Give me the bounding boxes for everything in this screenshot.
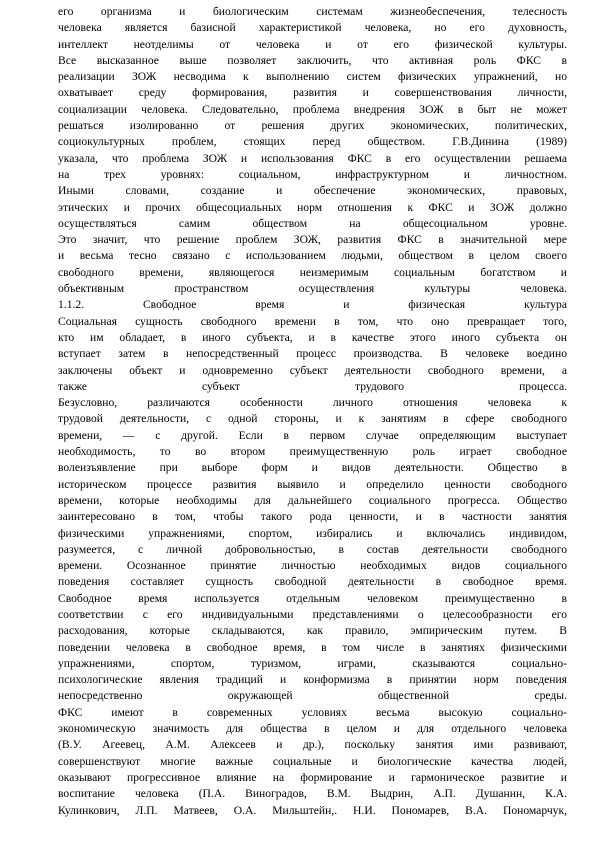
text-line: расходования, которые складываются, как правило, эмпирическим путем. В — [58, 624, 567, 638]
text-line: совершенствуют многие важные социальные и биологические качества людей, — [58, 754, 567, 768]
text-line: Безусловно, различаются особенности личного отношения человека к — [58, 396, 567, 410]
text-line: указала, что проблема ЗОЖ и использования ФКС в его осуществлении решаема — [58, 151, 567, 165]
text-line: поведения составляет сущность свободной деятельности в свободное время. — [58, 575, 567, 589]
text-line: заключены объект и одновременно субъект деятельности свободного времени, а — [58, 363, 567, 377]
text-line: экономическую значимость для общества в целом и для отдельного человека — [58, 722, 567, 736]
text-line: физическими упражнениями, спортом, избирались и включались индивидом, — [58, 526, 567, 540]
text-line: (В.У. Агеевец, А.М. Алексеев и др.), поскольку занятия ими развивают, — [58, 738, 567, 752]
text-line: психологические явления традиций и конформизма в принятии норм поведения — [58, 673, 567, 687]
text-line: времени, — с другой. Если в первом случае определяющим выступает — [58, 428, 567, 442]
text-line: охватывает среду формирования, развития и совершенствования личности, — [58, 86, 567, 100]
text-line: вступает затем в непосредственный процесс производства. В человеке воедино — [58, 347, 567, 361]
text-line: соответствии с его индивидуальными представлениями о целесообразности его — [58, 607, 567, 621]
text-line: решаться изолированно от решения других экономических, политических, — [58, 119, 567, 133]
text-line: необходимость, то во втором преимущественную роль играет свободное — [58, 445, 567, 459]
text-line: ФКС имеют в современных условиях весьма высокую социально- — [58, 705, 567, 719]
text-line: трудовой деятельности, с одной стороны, и к занятиям в сфере свободного — [58, 412, 567, 426]
text-line: заинтересовано в том, чтобы такого рода ценности, и в частности занятия — [58, 510, 567, 524]
text-line: свободного времени, являющегося неизмеримым социальным богатством и — [58, 265, 567, 279]
text-line: 1.1.2. Свободное время и физическая культура — [58, 298, 567, 312]
body-text — [58, 4, 567, 819]
text-line: осуществляться самим обществом на общесоциальном уровне. — [58, 216, 567, 230]
text-line: реализации ЗОЖ несводима к выполнению систем физических упражнений, но — [58, 70, 567, 84]
text-line: Социальная сущность свободного времени в том, что оно превращает того, — [58, 314, 567, 328]
text-line: Это значит, что решение проблем ЗОЖ, развития ФКС в значительной мере — [58, 233, 567, 247]
text-line: этических и прочих общесоциальных норм отношения к ФКС и ЗОЖ должно — [58, 200, 567, 214]
text-line: времени, которые необходимы для дальнейшего социального прогресса. Общество — [58, 493, 567, 507]
text-line: Свободное время используется отдельным человеком преимущественно в — [58, 591, 567, 605]
text-line: историческом процессе развития выявило и определило ценности свободного — [58, 477, 567, 491]
text-line: упражнениями, спортом, туризмом, играми, сказываются социально- — [58, 656, 567, 670]
text-line: Иными словами, создание и обеспечение экономических, правовых, — [58, 184, 567, 198]
text-line: на трех уровнях: социальном, инфраструктурном и личностном. — [58, 167, 567, 181]
text-line: кто им обладает, в иного субъекта, и в качестве этого иного субъекта он — [58, 330, 567, 344]
text-line: также субъект трудового процесса. — [58, 379, 567, 393]
text-line: человека является базисной характеристикой человека, но его духовность, — [58, 21, 567, 35]
text-line: социализации человека. Следовательно, проблема внедрения ЗОЖ в быт не может — [58, 102, 567, 116]
text-line: социокультурных проблем, стоящих перед обществом. Г.В.Динина (1989) — [58, 135, 567, 149]
text-line: непосредственно окружающей общественной среды. — [58, 689, 567, 703]
text-line: его организма и биологическим системам жизнеобеспечения, телесность — [58, 5, 567, 18]
text-line: Все высказанное выше позволяет заключить, что активная роль ФКС в — [58, 53, 567, 67]
text-line: волеизъявление при выборе форм и видов деятельности. Общество в — [58, 461, 567, 475]
text-line: объективным пространством осуществления культуры человека. — [58, 282, 567, 296]
text-line: воспитание человека (П.А. Виноградов, В.М. Выдрин, А.П. Душанин, К.А. — [58, 787, 567, 801]
text-line: поведении человека в свободное время, в том числе в занятиях физическими — [58, 640, 567, 654]
text-line: Кулинкович, Л.П. Матвеев, О.А. Мильштейн,. Н.И. Пономарев, В.А. Пономарчук, — [58, 803, 567, 817]
text-line: времени. Осознанное принятие личностью необходимых видов социального — [58, 559, 567, 573]
text-line: и весьма тесно связано с использованием людьми, обществом в целом своего — [58, 249, 567, 263]
text-line: оказывают прогрессивное влияние на формирование и гармоническое развитие и — [58, 770, 567, 784]
text-line: разумеется, с личной добровольностью, в состав деятельности свободного — [58, 542, 567, 556]
text-line: интеллект неотделимы от человека и от его физической культуры. — [58, 37, 567, 51]
